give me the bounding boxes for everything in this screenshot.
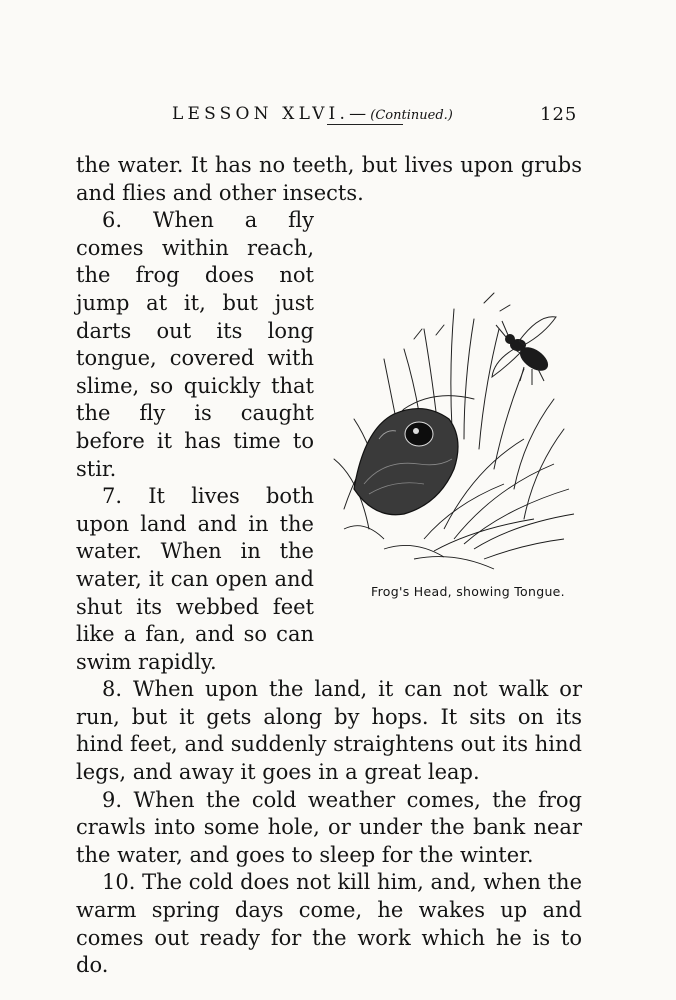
paragraph: 7. It lives both upon land and in the water. When in the water, it can open and shut its webbed feet like a fan, and so can swim rapidly. [76, 484, 314, 674]
paragraph: the water. It has no teeth, but lives upon grubs and flies and other insects. [76, 153, 582, 205]
wasp [492, 317, 556, 385]
figure-caption: Frog's Head, showing Tongue. [371, 584, 565, 600]
paragraph-6-text: 6. When a fly comes within reach, the frog does not jump at it, but just darts out its long tongue, covered with slime, so quickly that the fly is caught before it has time to stir. [76, 208, 314, 481]
header-rule [327, 124, 403, 125]
frog-illustration [324, 289, 582, 631]
frog-engraving [324, 289, 582, 579]
paragraph: 10. The cold does not kill him, and, when the warm spring days come, he wakes up and comes out ready for the work which he is to do. [76, 870, 582, 978]
paragraph: 8. When upon the land, it can not walk or run, but it gets along by hops. It sits on its hind feet, and suddenly straightens out its hind legs, and away it goes in a great leap. [76, 677, 582, 785]
continued-label: (Continued.) [370, 108, 453, 123]
page-number: 125 [540, 104, 578, 125]
body-text [76, 152, 582, 980]
paragraph: 9. When the cold weather comes, the frog crawls into some hole, or under the bank near the water, and goes to sleep for the winter. [76, 787, 582, 867]
frog-head [354, 409, 458, 515]
lesson-title: LESSON XLVI.—(Continued.) [172, 104, 453, 124]
